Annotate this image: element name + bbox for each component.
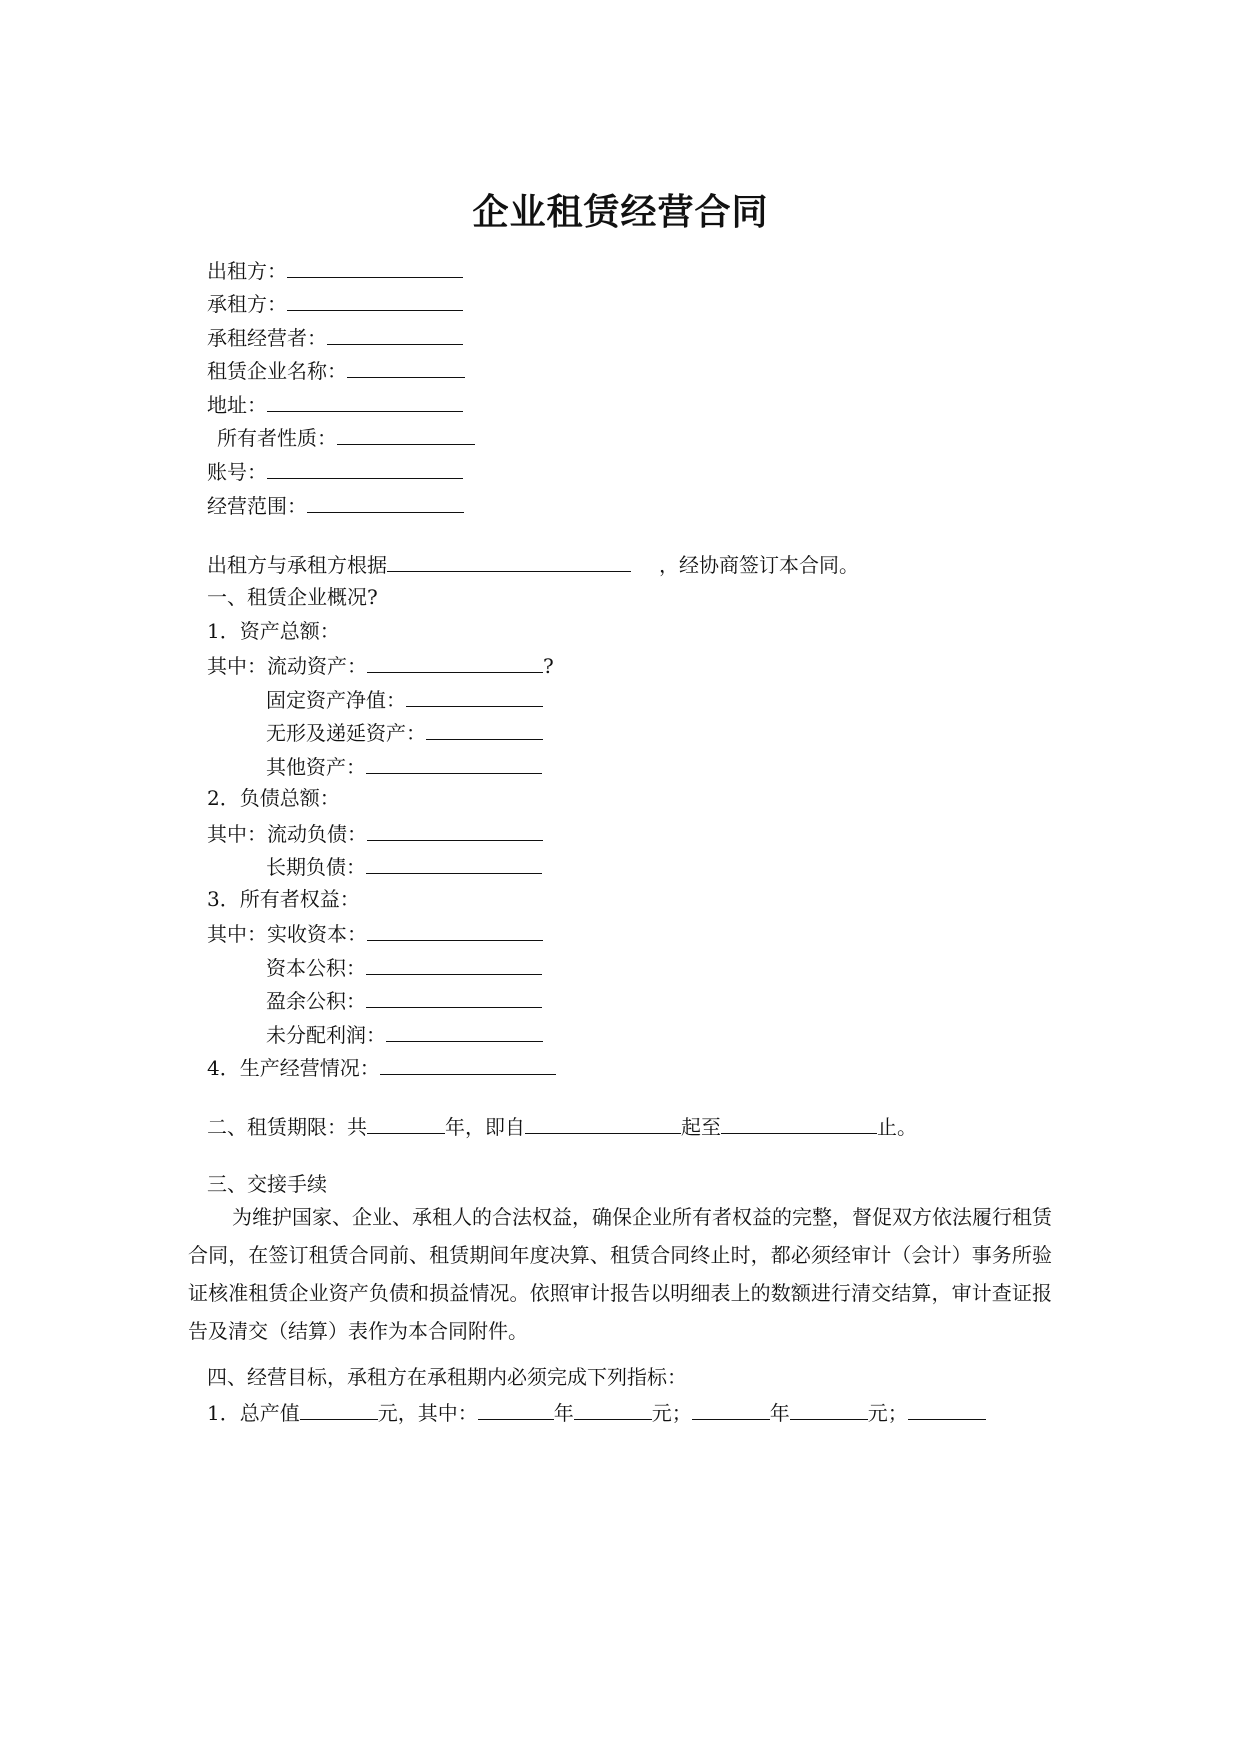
enterprise-name-row xyxy=(207,355,465,385)
address-label: 地址： xyxy=(207,393,267,417)
lessor-label: 出租方： xyxy=(207,259,287,283)
intro-row xyxy=(207,549,859,579)
intro-basis-blank[interactable] xyxy=(387,549,631,572)
lease-term-year: 年，即自 xyxy=(445,1115,525,1139)
current-liabilities-label: 其中：流动负债： xyxy=(207,822,367,846)
paid-capital-blank[interactable] xyxy=(367,918,543,941)
ownership-blank[interactable] xyxy=(337,422,475,445)
long-liabilities-label: 长期负债： xyxy=(266,855,366,879)
paid-capital-label: 其中：实收资本： xyxy=(207,922,367,946)
year-3-blank[interactable] xyxy=(908,1397,986,1420)
lessee-label: 承租方： xyxy=(207,292,287,316)
lease-term-row xyxy=(207,1111,917,1141)
account-row xyxy=(207,456,463,486)
operator-label: 承租经营者： xyxy=(207,326,327,350)
address-blank[interactable] xyxy=(267,389,463,412)
capital-reserve-label: 资本公积： xyxy=(266,956,366,980)
surplus-reserve-row xyxy=(266,985,542,1015)
operator-blank[interactable] xyxy=(327,322,463,345)
lease-start-blank[interactable] xyxy=(525,1111,681,1134)
target-item-1-prefix: 1．总产值 xyxy=(207,1401,300,1425)
current-liabilities-blank[interactable] xyxy=(367,818,543,841)
intangible-assets-blank[interactable] xyxy=(426,717,543,740)
capital-reserve-blank[interactable] xyxy=(366,952,542,975)
scope-row xyxy=(207,490,464,520)
amount-1-blank[interactable] xyxy=(574,1397,652,1420)
handover-body: 为维护国家、企业、承租人的合法权益，确保企业所有者权益的完整，督促双方依法履行租赁合同，在签订租赁合同前、租赁期间年度决算、租赁合同终止时，都必须经审计（会计）事务所验证核准租赁企业资产负债和损益情况。依照审计报告以明细表上的数额进行清交结算，审计查证报告及清交（结算）表作为本合同附件。 xyxy=(188,1205,1052,1343)
paid-capital-row xyxy=(207,918,543,948)
target-item-1-mid: 元，其中： xyxy=(377,1401,478,1425)
operator-row xyxy=(207,322,463,352)
capital-reserve-row xyxy=(266,952,542,982)
undistributed-blank[interactable] xyxy=(386,1019,543,1042)
lessor-blank[interactable] xyxy=(287,255,463,278)
fixed-assets-label: 固定资产净值： xyxy=(266,688,406,712)
current-assets-label: 其中：流动资产： xyxy=(207,654,367,678)
current-liabilities-row xyxy=(207,818,543,848)
document-title: 企业租赁经营合同 xyxy=(472,191,769,233)
current-assets-row xyxy=(207,650,554,680)
lease-end-blank[interactable] xyxy=(721,1111,877,1134)
current-assets-blank[interactable] xyxy=(367,650,543,673)
enterprise-name-label: 租赁企业名称： xyxy=(207,359,347,383)
intro-suffix: ，经协商签订本合同。 xyxy=(659,553,859,577)
other-assets-row xyxy=(266,751,542,781)
intangible-assets-row xyxy=(266,717,543,747)
year-2-blank[interactable] xyxy=(692,1397,770,1420)
lessee-row xyxy=(207,288,463,318)
address-row xyxy=(207,389,463,419)
yuan-1-label: 元； xyxy=(651,1401,692,1425)
lease-term-from-to: 起至 xyxy=(681,1115,721,1139)
fixed-assets-row xyxy=(266,684,543,714)
year-1-blank[interactable] xyxy=(478,1397,554,1420)
surplus-reserve-blank[interactable] xyxy=(366,985,542,1008)
assets-total-label: 1．资产总额： xyxy=(207,619,340,643)
ownership-row xyxy=(217,422,475,452)
equity-total-label: 3．所有者权益： xyxy=(207,887,360,911)
operations-row xyxy=(207,1052,556,1082)
lease-term-end: 止。 xyxy=(877,1115,917,1139)
targets-heading: 四、经营目标，承租方在承租期内必须完成下列指标： xyxy=(207,1365,687,1389)
amount-2-blank[interactable] xyxy=(790,1397,868,1420)
other-assets-blank[interactable] xyxy=(366,751,542,774)
operations-blank[interactable] xyxy=(380,1052,556,1075)
undistributed-row xyxy=(266,1019,543,1049)
handover-heading: 三、交接手续 xyxy=(207,1172,327,1196)
year-1-label: 年 xyxy=(553,1401,574,1425)
operations-label: 4．生产经营情况： xyxy=(207,1056,380,1080)
lease-years-blank[interactable] xyxy=(367,1111,445,1134)
scope-label: 经营范围： xyxy=(207,494,307,518)
long-liabilities-row xyxy=(266,851,542,881)
lessee-blank[interactable] xyxy=(287,288,463,311)
yuan-2-label: 元； xyxy=(867,1401,908,1425)
intro-prefix: 出租方与承租方根据 xyxy=(207,553,387,577)
fixed-assets-blank[interactable] xyxy=(406,684,543,707)
scope-blank[interactable] xyxy=(307,490,464,513)
year-2-label: 年 xyxy=(769,1401,790,1425)
total-output-blank[interactable] xyxy=(300,1397,378,1420)
target-item-1-row xyxy=(207,1397,986,1427)
undistributed-label: 未分配利润： xyxy=(266,1023,386,1047)
surplus-reserve-label: 盈余公积： xyxy=(266,989,366,1013)
lease-term-prefix: 二、租赁期限：共 xyxy=(207,1115,367,1139)
section1-heading: 一、租赁企业概况? xyxy=(207,585,378,609)
liabilities-total-label: 2．负债总额： xyxy=(207,786,340,810)
account-label: 账号： xyxy=(207,460,267,484)
long-liabilities-blank[interactable] xyxy=(366,851,542,874)
ownership-label: 所有者性质： xyxy=(217,426,337,450)
other-assets-label: 其他资产： xyxy=(266,755,366,779)
intangible-assets-label: 无形及递延资产： xyxy=(266,721,426,745)
enterprise-name-blank[interactable] xyxy=(347,355,465,378)
current-assets-mark: ? xyxy=(543,654,554,678)
lessor-row xyxy=(207,255,463,285)
account-blank[interactable] xyxy=(267,456,463,479)
